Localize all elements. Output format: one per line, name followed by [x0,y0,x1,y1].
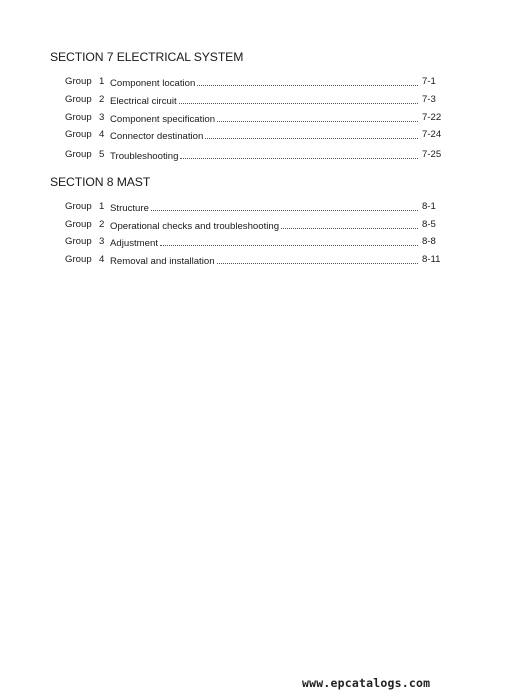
dot-leader [197,76,418,86]
group-number: 1 [99,201,105,212]
group-label: Group [65,219,92,230]
section-8-title: SECTION 8 MAST [50,175,151,189]
group-number: 4 [99,254,105,265]
page-number: 8-5 [422,219,436,230]
dot-leader [217,112,418,122]
group-number: 2 [99,219,105,230]
group-label: Group [65,236,92,247]
entry-title: Operational checks and troubleshooting [110,221,280,232]
page-number: 7-22 [422,112,442,123]
group-label: Group [65,76,92,87]
group-label: Group [65,201,92,212]
section-7-title: SECTION 7 ELECTRICAL SYSTEM [50,50,244,64]
dot-leader [180,149,418,159]
entry-title: Removal and installation [110,256,215,267]
group-number: 1 [99,76,105,87]
entry-title: Adjustment [110,238,158,249]
group-label: Group [65,129,92,140]
group-label: Group [65,254,92,265]
group-label: Group [65,112,92,123]
group-number: 3 [99,236,105,247]
entry-title: Electrical circuit [110,96,177,107]
dot-leader [217,254,418,264]
entry-title: Connector destination [110,131,204,142]
toc-entry[interactable] [65,129,446,141]
group-number: 4 [99,129,105,140]
toc-entry[interactable] [65,236,446,248]
entry-title: Troubleshooting [110,151,179,162]
dot-leader [160,236,418,246]
toc-entry[interactable] [65,112,446,124]
group-label: Group [65,94,92,105]
page-number: 8-8 [422,236,436,247]
toc-entry[interactable] [65,149,446,161]
entry-title: Structure [110,203,149,214]
toc-entry[interactable] [65,76,446,88]
group-number: 2 [99,94,105,105]
group-number: 3 [99,112,105,123]
page-number: 8-1 [422,201,436,212]
dot-leader [205,129,418,139]
entry-title: Component specification [110,114,216,125]
entry-title: Component location [110,78,196,89]
dot-leader [151,201,418,211]
watermark-url: www.epcatalogs.com [302,676,431,690]
page-number: 7-25 [422,149,442,160]
page-number: 7-24 [422,129,442,140]
toc-entry[interactable] [65,219,446,231]
dot-leader [281,219,418,229]
toc-entry[interactable] [65,201,446,213]
dot-leader [179,94,418,104]
group-label: Group [65,149,92,160]
toc-entry[interactable] [65,94,446,106]
group-number: 5 [99,149,105,160]
page-number: 7-1 [422,76,436,87]
page-number: 7-3 [422,94,436,105]
page-number: 8-11 [422,254,441,265]
toc-entry[interactable] [65,254,446,266]
